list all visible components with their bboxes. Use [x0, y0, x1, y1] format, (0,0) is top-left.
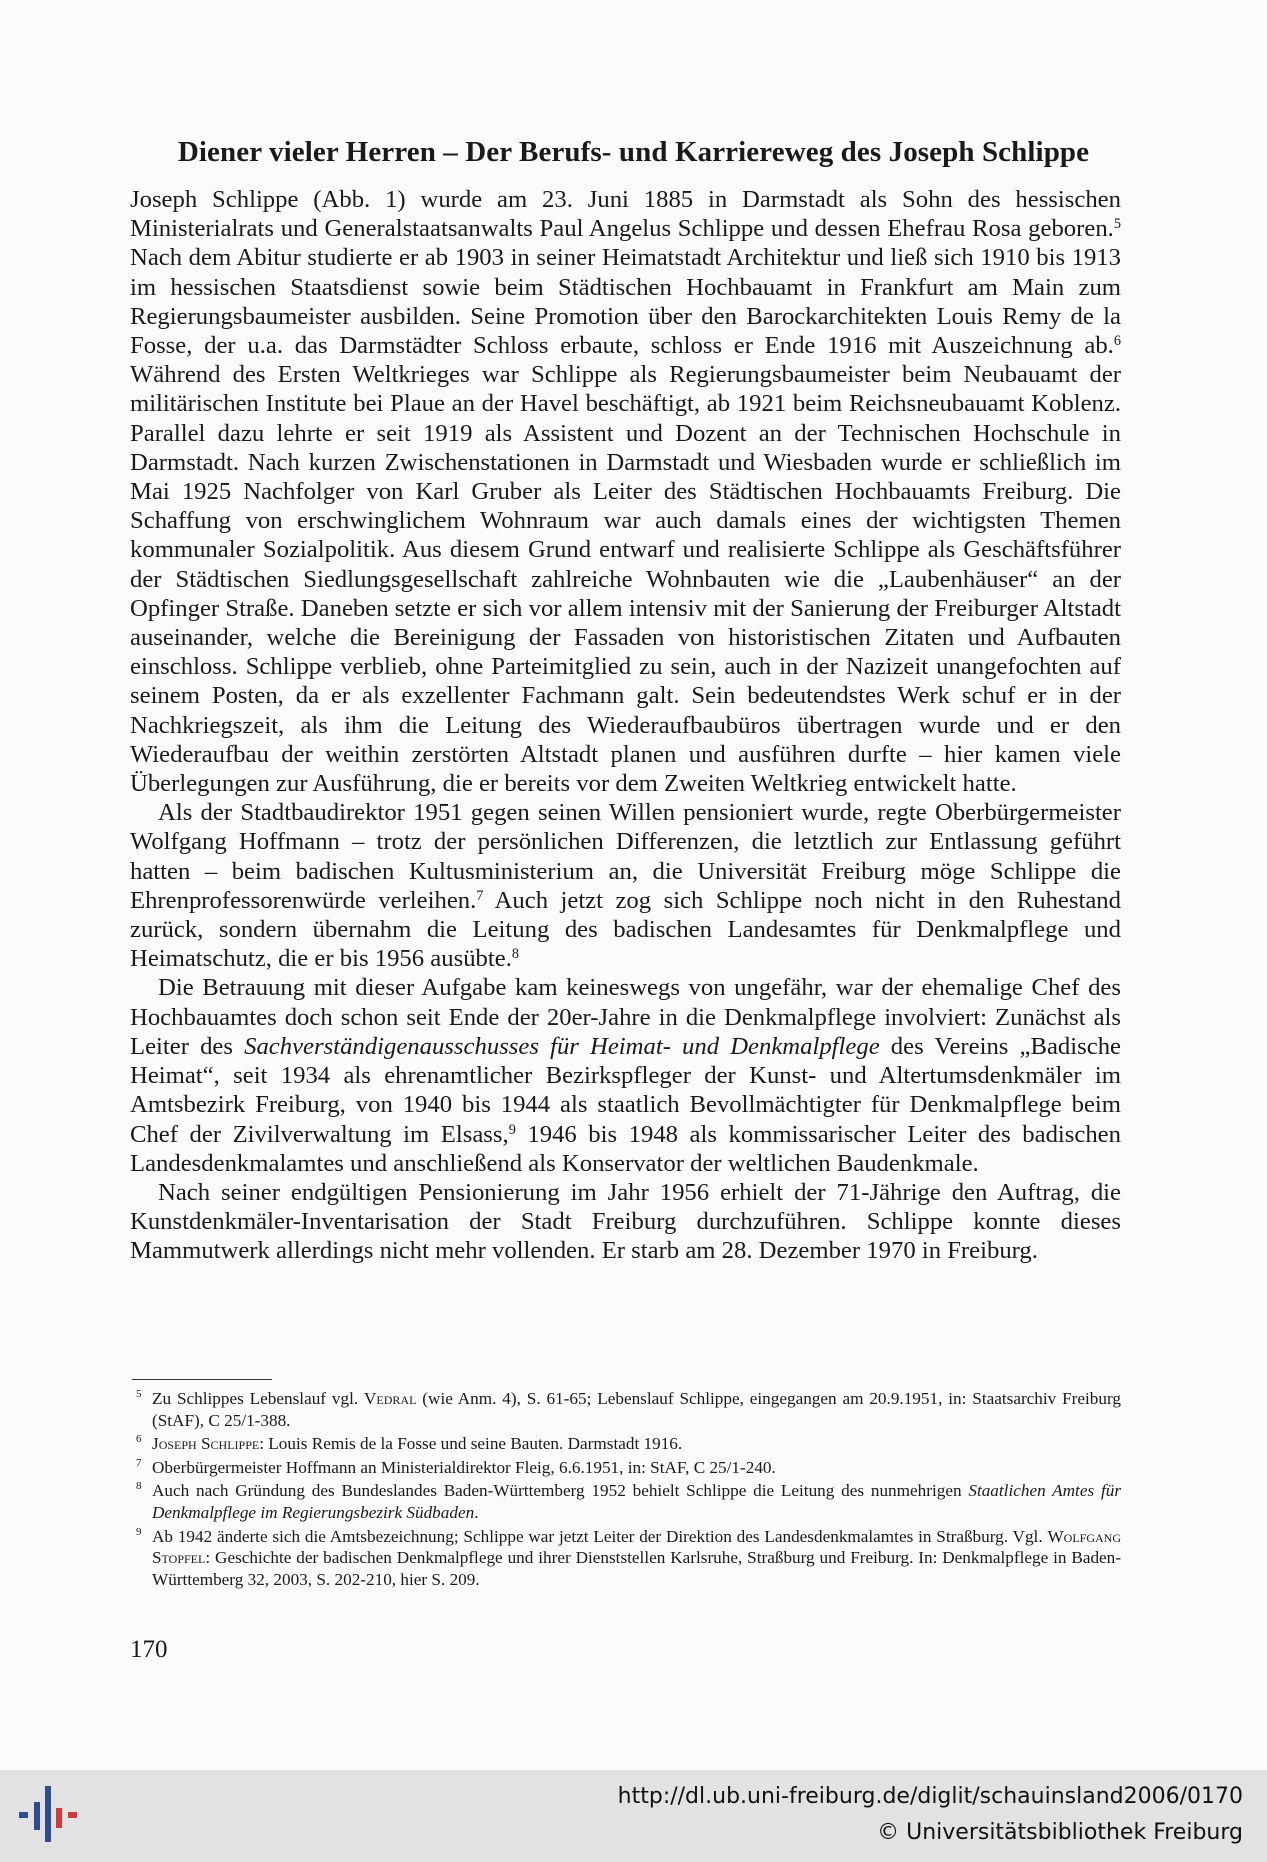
- author-name: Joseph Schlippe: [152, 1434, 260, 1454]
- office-name: Staatlichen Amtes für Denkmalpflege im Regierungsbezirk Südbaden: [152, 1481, 1122, 1522]
- library-footer: [0, 1770, 1267, 1862]
- paragraph-1: Joseph Schlippe (Abb. 1) wurde am 23. Juni 1885 in Darmstadt als Sohn des hessischen Ministerialrats und Generalstaatsanwalts Paul Angelus Schlippe und dessen Ehefrau Rosa geboren.$^5$ Nach dem Abitur studierte er ab 1903 in seiner Heimatstadt Architektur und ließ sich 1910 bis 1913 im hessischen Staatsdienst sowie beim Städtischen Hochbauamt in Frankfurt am Main zum Regierungsbaumeister ausbilden. Seine Promotion über den Barockarchitekten Louis Remy de la Fosse, der u.a. das Darmstädter Schloss erbaute, schloss er Ende 1916 mit Auszeichnung ab.$^6$ Während des Ersten Weltkrieges war Schlippe als Regierungsbaumeister beim Neubauamt der militärischen Institute bei Plaue an der Havel beschäftigt, ab 1921 beim Reichsneubauamt Koblenz. Parallel dazu lehrte er seit 1919 als Assistent und Dozent an der Technischen Hochschule in Darmstadt. Nach kurzen Zwischenstationen in Darmstadt und Wiesbaden wurde er schließlich im Mai 1925 Nachfolger von Karl Gruber als Leiter des Städtischen Hochbauamts Freiburg. Die Schaffung von erschwinglichem Wohnraum war auch damals eines der wichtigsten Themen kommunaler Sozialpolitik. Aus diesem Grund entwarf und realisierte Schlippe als Geschäftsführer der Städtischen Siedlungsgesellschaft zahlreiche Wohnbauten wie die „Laubenhäuser“ an der Opfinger Straße. Daneben setzte er sich vor allem intensiv mit der Sanierung der Freiburger Altstadt auseinander, welche die Bereinigung der Fassaden von historistischen Zitaten und Aufbauten einschloss. Schlippe verblieb, ohne Parteimitglied zu sein, auch in der Nazizeit unangefochten auf seinem Posten, da er als exzellenter Fachmann galt. Sein bedeutendstes Werk schuf er in der Nachkriegszeit, als ihm die Leitung des Wiederaufbaubüros übertragen wurde und er den Wiederaufbau der weithin zerstörten Altstadt planen und ausführen durfte – hier kamen viele Überlegungen zur Ausführung, die er bereits vor dem Zweiten Weltkrieg entwickelt hatte.: [130, 186, 1121, 798]
- footnote-9: 9 Ab 1942 änderte sich die Amtsbezeichnung; Schlippe war jetzt Leiter der Direktion des Landesdenkmalamtes in Straßburg. Vgl. Wolfgang Stopfel: Geschichte der badischen Denkmalpflege und ihrer Dienststellen Karlsruhe, Straßburg und Freiburg. In: Denkmalpflege in Baden-Württemberg 32, 2003, S. 202-210, hier S. 209.: [132, 1526, 1121, 1591]
- committee-name: Sachverständigenausschusses für Heimat- und Denkmalpflege: [244, 1032, 880, 1060]
- footnotes: [132, 1388, 1121, 1592]
- paragraph-3: Die Betrauung mit dieser Aufgabe kam keineswegs von ungefähr, war der ehemalige Chef des Hochbauamtes doch schon seit Ende der 20er-Jahre in die Denkmalpflege involviert: Zunächst als Leiter des Sachverständigenausschusses für Heimat- und Denkmalpflege des Vereins „Badische Heimat“, seit 1934 als ehrenamtlicher Bezirkspfleger der Kunst- und Altertumsdenkmäler im Amtsbezirk Freiburg, von 1940 bis 1944 als staatlich Bevollmächtigter für Denkmalpflege beim Chef der Zivilverwaltung im Elsass,$^9$ 1946 bis 1948 als kommissarischer Leiter des badischen Landesdenkmalamtes und anschließend als Konservator der weltlichen Baudenkmale.: [130, 974, 1121, 1177]
- footnote-divider: [132, 1379, 272, 1380]
- footnote-number: 7: [136, 1456, 142, 1469]
- footnote-number: 5: [136, 1388, 142, 1400]
- footnote-ref-5[interactable]: 5: [1113, 216, 1121, 233]
- source-url-link[interactable]: http://dl.ub.uni-freiburg.de/diglit/schauinsland2006/0170: [617, 1784, 1243, 1809]
- footnote-ref-8[interactable]: 8: [511, 946, 520, 963]
- footnote-ref-7[interactable]: 7: [476, 888, 484, 904]
- paragraph-4: Nach seiner endgültigen Pensionierung im Jahr 1956 erhielt der 71-Jährige den Auftrag, die Kunstdenkmäler-Inventarisation der Stadt Freiburg durchzuführen. Schlippe konnte dieses Mammutwerk allerdings nicht mehr vollenden. Er starb am 28. Dezember 1970 in Freiburg.: [130, 1178, 1121, 1265]
- footnote-number: 6: [136, 1433, 142, 1446]
- footnote-number: 9: [136, 1525, 142, 1538]
- author-name: Wolfgang Stopfel: [152, 1526, 1121, 1568]
- footnote-number: 8: [136, 1480, 142, 1493]
- paragraph-2: Als der Stadtbaudirektor 1951 gegen seinen Willen pensioniert wurde, regte Oberbürgermeister Wolfgang Hoffmann – trotz der persönlichen Differenzen, die letztlich zur Entlassung geführt hatten – beim badischen Kultusministerium an, die Universität Freiburg möge Schlippe die Ehrenprofessorenwürde verleihen.$^7$ Auch jetzt zog sich Schlippe noch nicht in den Ruhestand zurück, sondern übernahm die Leitung des badischen Landesamtes für Denkmalpflege und Heimatschutz, die er bis 1956 ausübte.$^8$: [130, 799, 1121, 973]
- footnote-5: 5 Zu Schlippes Lebenslauf vgl. Vedral (wie Anm. 4), S. 61-65; Lebenslauf Schlippe, eingegangen am 20.9.1951, in: Staatsarchiv Freiburg (StAF), C 25/1-388.: [132, 1388, 1121, 1431]
- footnote-8: 8 Auch nach Gründung des Bundeslandes Baden-Württemberg 1952 behielt Schlippe die Leitung des nunmehrigen Staatlichen Amtes für Denkmalpflege im Regierungsbezirk Südbaden.: [132, 1480, 1121, 1523]
- author-name: Vedral: [364, 1389, 417, 1408]
- footnote-ref-6[interactable]: 6: [1113, 333, 1121, 350]
- ub-freiburg-logo-icon[interactable]: [18, 1780, 82, 1842]
- copyright-notice: © Universitätsbibliothek Freiburg: [877, 1820, 1243, 1845]
- footnote-7: 7 Oberbürgermeister Hoffmann an Ministerialdirektor Fleig, 6.6.1951, in: StAF, C 25/1-240.: [132, 1457, 1121, 1479]
- footnote-ref-9[interactable]: 9: [508, 1121, 516, 1138]
- article-body: [130, 185, 1121, 1266]
- page-number: 170: [130, 1636, 168, 1663]
- footnote-6: 6 Joseph Schlippe: Louis Remis de la Fosse und seine Bauten. Darmstadt 1916.: [132, 1433, 1121, 1455]
- page-title: Diener vieler Herren – Der Berufs- und Karriereweg des Joseph Schlippe: [177, 136, 1090, 168]
